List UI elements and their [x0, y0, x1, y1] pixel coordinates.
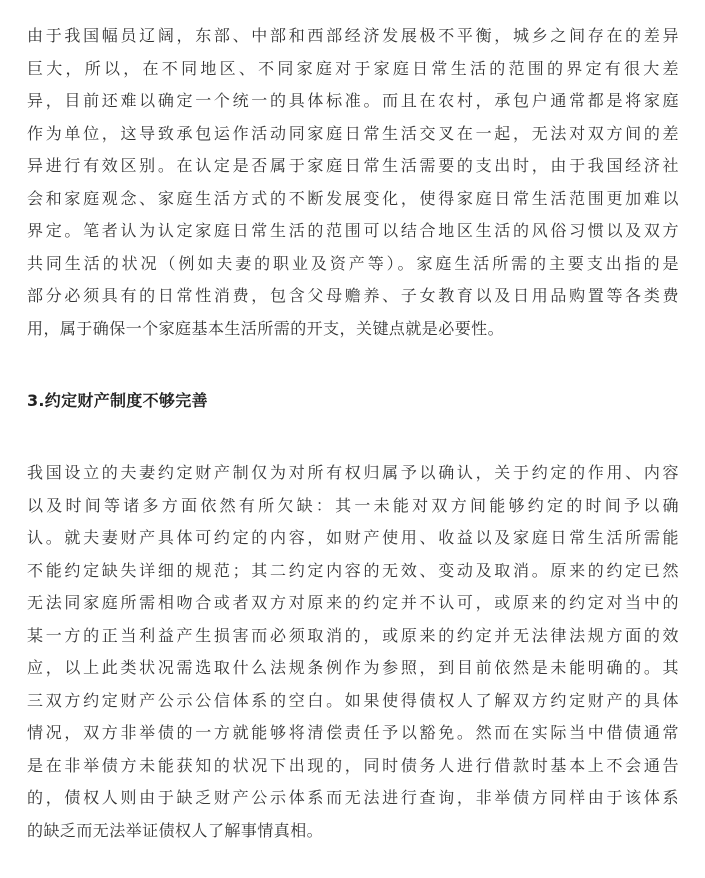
paragraph-line: 以及时间等诸多方面依然有所欠缺：其一未能对双方间能够约定的时间予以确 [27, 495, 679, 515]
paragraph-line: 认。就夫妻财产具体可约定的内容，如财产使用、收益以及家庭日常生活所需能 [27, 528, 679, 547]
paragraph-line: 巨大，所以，在不同地区、不同家庭对于家庭日常生活的范围的界定有很大差 [27, 58, 679, 78]
paragraph-line: 异进行有效区别。在认定是否属于家庭日常生活需要的支出时，由于我国经济社 [27, 156, 679, 175]
paragraph-line: 的缺乏而无法举证债权人了解事情真相。 [27, 820, 324, 840]
paragraph-line: 不能约定缺失详细的规范；其二约定内容的无效、变动及取消。原来的约定已然 [27, 560, 679, 580]
paragraph-line: 三双方约定财产公示公信体系的空白。如果使得债权人了解双方约定财产的具体 [27, 690, 679, 710]
section-heading: 3.约定财产制度不够完善 [27, 391, 208, 410]
paragraph-line: 是在非举债方未能获知的状况下出现的，同时债务人进行借款时基本上不会通告 [27, 755, 679, 775]
paragraph-line: 应，以上此类状况需选取什么法规条例作为参照，到目前依然是未能明确的。其 [27, 658, 679, 677]
paragraph-property-agreement [27, 457, 679, 847]
paragraph-line: 异，目前还难以确定一个统一的具体标准。而且在农村，承包户通常都是将家庭 [27, 91, 679, 110]
paragraph-line: 的，债权人则由于缺乏财产公示体系而无法进行查询，非举债方同样由于该体系 [27, 788, 679, 807]
paragraph-line: 界定。笔者认为认定家庭日常生活的范围可以结合地区生活的风俗习惯以及双方 [27, 221, 679, 240]
article-body [27, 20, 679, 847]
paragraph-line: 由于我国幅员辽阔，东部、中部和西部经济发展极不平衡，城乡之间存在的差异 [27, 26, 679, 45]
paragraph-line: 会和家庭观念、家庭生活方式的不断发展变化，使得家庭日常生活范围更加难以 [27, 188, 679, 208]
paragraph-line: 某一方的正当利益产生损害而必须取消的，或原来的约定并无法律法规方面的效 [27, 625, 679, 645]
paragraph-line: 作为单位，这导致承包运作活动同家庭日常生活交叉在一起，无法对双方间的差 [27, 123, 679, 143]
paragraph-line: 情况，双方非举债的一方就能够将清偿责任予以豁免。然而在实际当中借债通常 [27, 723, 679, 742]
paragraph-line: 用，属于确保一个家庭基本生活所需的开支，关键点就是必要性。 [27, 318, 505, 338]
paragraph-line: 部分必须具有的日常性消费，包含父母赡养、子女教育以及日用品购置等各类费 [27, 286, 679, 305]
paragraph-family-daily-life [27, 20, 679, 345]
paragraph-line: 我国设立的夫妻约定财产制仅为对所有权归属予以确认，关于约定的作用、内容 [27, 463, 679, 482]
paragraph-line: 共同生活的状况（例如夫妻的职业及资产等）。家庭生活所需的主要支出指的是 [27, 253, 679, 273]
paragraph-line: 无法同家庭所需相吻合或者双方对原来的约定并不认可，或原来的约定对当中的 [27, 593, 679, 612]
